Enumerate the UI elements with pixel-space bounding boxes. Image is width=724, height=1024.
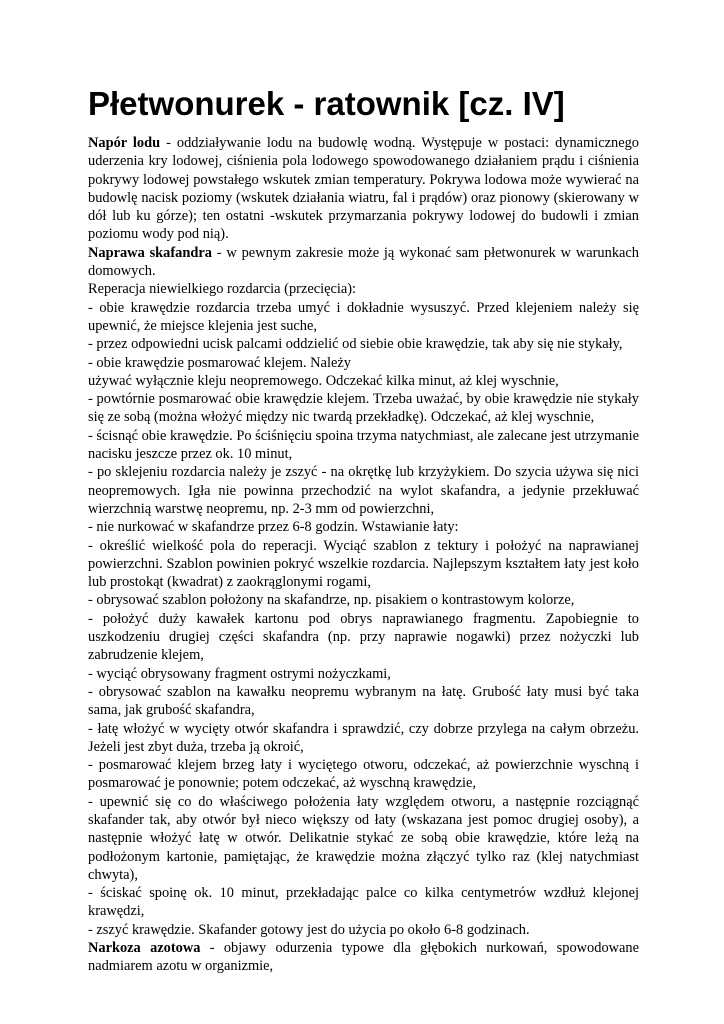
text-paragraph [88, 280, 639, 298]
definition-term: Napór lodu [88, 135, 161, 151]
definition-paragraph [88, 134, 639, 244]
text-paragraph [88, 720, 639, 757]
paragraph-text: - obrysować szablon na kawałku neopremu wybranym na łatę. Grubość łaty musi być taka sama, jak grubość skafandra, [88, 683, 639, 719]
text-paragraph [88, 354, 639, 372]
paragraph-text: - nie nurkować w skafandrze przez 6-8 godzin. Wstawianie łaty: [88, 519, 459, 536]
paragraph-text: - posmarować klejem brzeg łaty i wyciętego otworu, odczekać, aż powierzchnie wyschną i posmarować je ponownie; potem odczekać, aż wyschną krawędzie, [88, 757, 639, 792]
text-paragraph [88, 372, 639, 390]
paragraph-text: używać wyłącznie kleju neopremowego. Odczekać kilka minut, aż klej wyschnie, [88, 372, 559, 389]
paragraph-text: - oddziaływanie lodu na budowlę wodną. Występuje w postaci: dynamicznego uderzenia kry lodowej, ciśnienia pola lodowego spowodowanego działaniem prądu i ciśnienia pokrywy lodowej powstałego wskutek zmian temperatury. Pokrywa lodowa może wywierać na budowlę nacisk poziomy (wskutek działania wiatru, fal i prądów) oraz pionowy (skierowany w dół lub ku górze); ten ostatni -wskutek przymarzania pokrywy lodowej do budowli i zmian poziomu wody pod nią). [88, 135, 639, 243]
text-paragraph [88, 921, 639, 939]
paragraph-text: - łatę włożyć w wycięty otwór skafandra i sprawdzić, czy dobrze przylega na całym obrzeżu. Jeżeli jest zbyt duża, trzeba ją okroić, [88, 720, 639, 755]
text-paragraph [88, 463, 639, 518]
paragraph-text: - zszyć krawędzie. Skafander gotowy jest do użycia po około 6-8 godzinach. [88, 921, 530, 938]
paragraph-text: - ścisnąć obie krawędzie. Po ściśnięciu spoina trzyma natychmiast, ale zalecane jest utrzymanie nacisku jeszcze przez ok. 10 minut, [88, 427, 639, 463]
text-paragraph [88, 610, 639, 665]
text-paragraph [88, 299, 639, 336]
paragraph-text: - przez odpowiedni ucisk palcami oddzielić od siebie obie krawędzie, tak aby się nie stykały, [88, 336, 623, 353]
text-paragraph [88, 756, 639, 793]
text-paragraph [88, 537, 639, 592]
text-paragraph [88, 665, 639, 683]
definition-term: Narkoza azotowa [88, 940, 201, 957]
paragraph-text: - obrysować szablon położony na skafandrze, np. pisakiem o kontrastowym kolorze, [88, 592, 575, 609]
paragraph-text: - upewnić się co do właściwego położenia łaty względem otworu, a następnie rozciągnąć skafander tak, aby otwór był nieco większy od łaty (wskazana jest pomoc drugiej osoby), a następnie włożyć łatę w otwór. Delikatnie stykać ze sobą obie krawędzie, które leżą na podłożonym kartonie, pamiętając, że krawędzie można złączyć tylko raz (klej natychmiast chwyta), [88, 793, 639, 883]
document-page [88, 84, 639, 976]
paragraph-text: - obie krawędzie rozdarcia trzeba umyć i dokładnie wysuszyć. Przed klejeniem należy się upewnić, że miejsce klejenia jest suche, [88, 299, 639, 334]
definition-term: Naprawa skafandra [88, 244, 212, 261]
paragraph-text: - obie krawędzie posmarować klejem. Należy [88, 354, 351, 371]
document-body [88, 134, 639, 976]
text-paragraph [88, 518, 639, 536]
paragraph-text: - określić wielkość pola do reperacji. Wyciąć szablon z tektury i położyć na naprawianej powierzchni. Szablon powinien pokryć wszelkie rozdarcia. Najlepszym kształtem łaty jest koło lub prostokąt (kwadrat) z zaokrąglonymi rogami, [88, 537, 639, 591]
text-paragraph [88, 427, 639, 464]
text-paragraph [88, 390, 639, 427]
paragraph-text: Reperacja niewielkiego rozdarcia (przecięcia): [88, 281, 357, 298]
text-paragraph [88, 591, 639, 609]
paragraph-text: - powtórnie posmarować obie krawędzie klejem. Trzeba uważać, by obie krawędzie nie stykały się ze sobą (można włożyć między nic twardą przekładkę). Odczekać, aż klej wyschnie, [88, 391, 639, 426]
definition-paragraph [88, 939, 639, 976]
paragraph-text: - po sklejeniu rozdarcia należy je zszyć - na okrętkę lub krzyżykiem. Do szycia używa się nici neopremowych. Igła nie powinna przechodzić na wylot skafandra, a jedynie przekłuwać wierzchnią warstwę neopremu, np. 2-3 mm od powierzchni, [88, 464, 639, 517]
paragraph-text: - w pewnym zakresie może ją wykonać sam płetwonurek w warunkach domowych. [88, 244, 639, 280]
paragraph-text: - ściskać spoinę ok. 10 minut, przekładając palce co kilka centymetrów wzdłuż klejonej krawędzi, [88, 885, 639, 920]
text-paragraph [88, 335, 639, 353]
text-paragraph [88, 884, 639, 921]
document-title: Płetwonurek - ratownik [cz. IV] [88, 85, 565, 122]
text-paragraph [88, 683, 639, 720]
paragraph-text: - położyć duży kawałek kartonu pod obrys naprawianego fragmentu. Zapobiegnie to uszkodzeniu drugiej części skafandra (np. przy naprawie nogawki) przez nożyczki lub zabrudzenie klejem, [88, 610, 639, 664]
text-paragraph [88, 793, 639, 884]
paragraph-text: - objawy odurzenia typowe dla głębokich nurkowań, spowodowane nadmiarem azotu w organizmie, [88, 940, 640, 975]
definition-paragraph [88, 244, 639, 281]
paragraph-text: - wyciąć obrysowany fragment ostrymi nożyczkami, [88, 665, 391, 682]
